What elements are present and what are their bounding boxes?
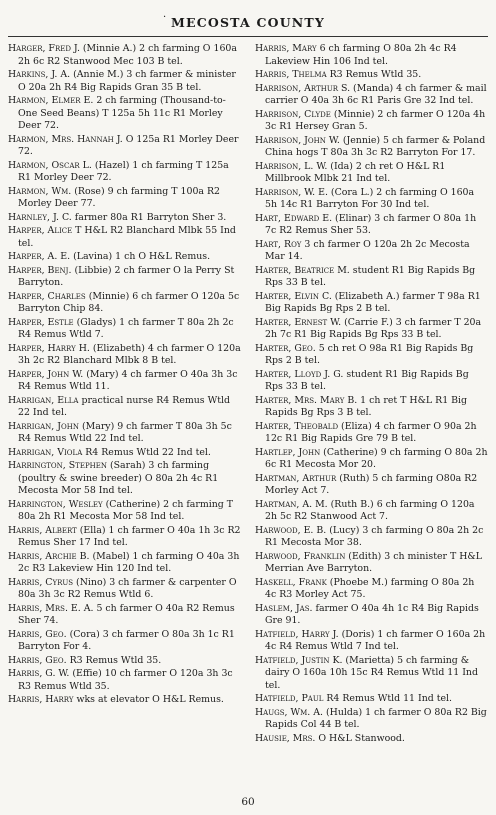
entry-name: Harrigan, John xyxy=(8,420,79,432)
directory-entry xyxy=(8,577,241,602)
entry-name: Hart, Roy xyxy=(255,238,302,250)
entry-name: Harris, G. W. xyxy=(8,668,70,679)
entry-details: (Hulda) 1 ch farmer O 80a R2 Big Rapids Col 44 B tel. xyxy=(265,706,487,730)
directory-entry xyxy=(8,421,241,446)
directory-entry xyxy=(8,447,241,460)
entry-details: (Rose) 9 ch farming T 100a R2 Morley Deer 77. xyxy=(18,185,220,209)
entry-name: Harnley, J. C. xyxy=(8,211,72,223)
directory-entry xyxy=(8,212,241,225)
entry-name: Harrington, Stephen xyxy=(8,460,107,471)
entry-details: (Ruth B.) 6 ch farming O 120a 2h 5c R2 Stanwood Act 7. xyxy=(265,498,475,522)
entry-details: (Libbie) 2 ch farmer O la Perry St Barryton. xyxy=(18,264,235,288)
entry-name: Harrison, Clyde xyxy=(255,108,331,120)
entry-details: R4 Remus Wtld 22 Ind tel. xyxy=(82,446,211,458)
directory-entry xyxy=(255,291,488,316)
entry-details: student R1 Big Rapids Bg Rps 33 B tel. xyxy=(265,264,476,288)
entry-name: Harris, Mrs. E. A. xyxy=(8,602,94,614)
directory-entry xyxy=(8,186,241,211)
entry-name: Harter, Beatrice M. xyxy=(255,264,350,276)
directory-entry xyxy=(255,447,488,472)
entry-details: R4 Remus Wtld 11 Ind tel. xyxy=(323,693,453,704)
entry-details: 2 ch farming (Thousand-to-One Seed Beans) T 125a 5h 11c R1 Morley Deer 72. xyxy=(18,95,226,131)
entry-name: Harter, Geo. xyxy=(255,342,316,354)
entry-details: (Phoebe M.) farming O 80a 2h 4c R3 Morley Act 75. xyxy=(265,576,475,600)
entry-details: (Manda) 4 ch farmer & mail carrier O 40a 3h 6c R1 Paris Gre 32 Ind tel. xyxy=(265,82,487,106)
entry-name: Harris, Geo. xyxy=(8,654,67,666)
entry-name: Harris, Thelma xyxy=(255,69,327,80)
directory-entry xyxy=(8,291,241,316)
directory-entry xyxy=(8,460,241,498)
entry-name: Hatfield, Harry J. xyxy=(255,628,339,640)
entry-name: Harper, Alice T xyxy=(8,225,82,236)
directory-entry xyxy=(8,343,241,368)
entry-name: Harwood, E. B. xyxy=(255,524,327,536)
entry-details: (Cora) 3 ch farmer O 80a 3h 1c R1 Barryton For 4. xyxy=(18,628,235,652)
directory-entry xyxy=(8,134,241,159)
directory-entry xyxy=(255,473,488,498)
entry-name: Harter, Mrs. Mary B. xyxy=(255,394,358,406)
entry-name: Harris, Geo. xyxy=(8,628,67,640)
entry-name: Hatfield, Justin K. xyxy=(255,654,343,666)
directory-entry xyxy=(8,668,241,693)
entry-details: (Eliza) 4 ch farmer O 90a 2h 12c R1 Big Rapids Gre 79 B tel. xyxy=(265,420,477,444)
entry-name: Harter, Ernest W. xyxy=(255,316,342,328)
entry-details: 6 ch farming O 80a 2h 4c R4 Lakeview Hin 106 Ind tel. xyxy=(265,43,457,67)
entry-details: O H&L Stanwood. xyxy=(315,732,405,744)
entry-name: Hartman, A. M. xyxy=(255,498,328,510)
entry-details: (Annie M.) 3 ch farmer & minister O 20a 2h R4 Big Rapids Gran 35 B tel. xyxy=(18,69,236,93)
directory-entry xyxy=(255,69,488,82)
entry-details: (Minnie) 2 ch farmer O 120a 4h 3c R1 Hersey Gran 5. xyxy=(265,108,486,132)
entry-details: (Doris) 1 ch farmer O 160a 2h 4c R4 Remus Wtld 7 Ind tel. xyxy=(265,628,486,652)
directory-entry xyxy=(8,694,241,707)
entry-name: Harper, Estle xyxy=(8,316,74,328)
directory-entry xyxy=(255,239,488,264)
entry-name: Harrison, W. E. xyxy=(255,186,328,198)
entry-details: (Catherine) 9 ch farming O 80a 2h 6c R1 Mecosta Mor 20. xyxy=(265,446,488,470)
entry-details: O 125a R1 Morley Deer 72. xyxy=(18,133,239,157)
entry-details: (Cora L.) 2 ch farming O 160a 5h 14c R1 Barryton For 30 Ind tel. xyxy=(265,186,475,210)
directory-entry xyxy=(255,733,488,746)
page-number: 60 xyxy=(241,796,255,808)
entry-details: (Jennie) 5 ch farmer & Poland China hogs T 80a 3h 3c R2 Barryton For 17. xyxy=(265,134,486,158)
entry-name: Harmon, Mrs. Hannah J. xyxy=(8,133,123,145)
entry-details: (Marietta) 5 ch farming & dairy O 160a 10h 15c R4 Remus Wtld 11 Ind tel. xyxy=(265,654,478,691)
entry-details: wks at elevator O H&L Remus. xyxy=(73,694,224,705)
entry-details: 5 ch farmer O 40a R2 Remus Sher 74. xyxy=(18,602,235,626)
entry-details: (Elizabeth A.) farmer T 98a R1 Big Rapids Bg Rps 2 B tel. xyxy=(265,290,481,314)
entry-name: Harris, Harry xyxy=(8,694,74,705)
directory-entry xyxy=(8,251,241,264)
entry-details: (Minnie) 6 ch farmer O 120a 5c Barryton Chip 84. xyxy=(18,290,240,314)
entry-details: (Lucy) 3 ch farming O 80a 2h 2c R1 Mecosta Mor 38. xyxy=(265,524,484,548)
directory-entry xyxy=(8,317,241,342)
directory-entry xyxy=(255,693,488,706)
entry-details: (Hazel) 1 ch farming T 125a R1 Morley Deer 72. xyxy=(18,159,229,183)
directory-entry xyxy=(8,225,241,250)
directory-entry xyxy=(8,265,241,290)
entry-details: 1 ch ret T H&L R1 Big Rapids Bg Rps 3 B tel. xyxy=(265,394,468,418)
entry-name: Harwood, Franklin xyxy=(255,550,346,562)
entry-name: Harmon, Wm. xyxy=(8,185,72,197)
entry-name: Harper, A. E. xyxy=(8,251,71,262)
header-mark: · xyxy=(163,12,167,23)
entry-details: student R1 Big Rapids Bg Rps 33 B tel. xyxy=(265,368,469,392)
directory-entry xyxy=(255,395,488,420)
directory-entry xyxy=(255,265,488,290)
entry-details: (Gladys) 1 ch farmer T 80a 2h 2c R4 Remus Wtld 7. xyxy=(18,316,234,340)
directory-entry xyxy=(255,551,488,576)
entry-name: Hausie, Mrs. xyxy=(255,732,316,744)
entry-details: (Minnie A.) 2 ch farming O 160a 2h 6c R2 Stanwood Mec 103 B tel. xyxy=(18,43,237,67)
entry-details: practical nurse R4 Remus Wtld 22 Ind tel. xyxy=(18,394,230,418)
entry-details: (Mary) 4 ch farmer O 40a 3h 3c R4 Remus Wtld 11. xyxy=(18,368,238,392)
directory-entry xyxy=(8,629,241,654)
entry-name: Haskell, Frank xyxy=(255,576,327,588)
directory-entry xyxy=(255,499,488,524)
right-column xyxy=(255,43,488,746)
directory-entry xyxy=(8,499,241,524)
entry-name: Harkins, J. A. xyxy=(8,69,71,80)
directory-entry xyxy=(255,213,488,238)
entry-name: Haslem, Jas. xyxy=(255,602,313,614)
directory-entry xyxy=(8,95,241,133)
directory-entry xyxy=(255,135,488,160)
directory-entry xyxy=(8,395,241,420)
entry-name: Harrison, L. W. xyxy=(255,160,328,172)
entry-name: Hart, Edward E. xyxy=(255,212,333,224)
directory-entry xyxy=(255,655,488,693)
entry-details: (Ida) 2 ch ret O H&L R1 Millbrook Mlbk 21 Ind tel. xyxy=(265,160,446,184)
entry-name: Harrington, Wesley xyxy=(8,498,103,510)
directory-entry xyxy=(255,317,488,342)
entry-details: (Nino) 3 ch farmer & carpenter O 80a 3h 3c R2 Remus Wtld 6. xyxy=(18,576,237,600)
entry-details: (Mabel) 1 ch farming O 40a 3h 2c R3 Lakeview Hin 120 Ind tel. xyxy=(18,550,240,574)
entry-name: Harmon, Elmer E. xyxy=(8,95,94,106)
entry-details: (Ruth) 5 ch farming O80a R2 Morley Act 7. xyxy=(265,472,478,496)
entry-details: 5 ch ret O 98a R1 Big Rapids Bg Rps 2 B tel. xyxy=(265,342,474,366)
entry-name: Harmon, Oscar L. xyxy=(8,159,92,171)
directory-entry xyxy=(255,187,488,212)
entry-name: Harris, Albert xyxy=(8,524,77,536)
directory-entry xyxy=(8,603,241,628)
entry-name: Hatfield, Paul xyxy=(255,693,324,704)
directory-entry xyxy=(255,421,488,446)
entry-details: (Mary) 9 ch farmer T 80a 3h 5c R4 Remus Wtld 22 Ind tel. xyxy=(18,420,232,444)
entry-name: Haugs, Wm. A. xyxy=(255,706,323,718)
entry-name: Hartlep, John xyxy=(255,446,321,458)
directory-entry xyxy=(255,603,488,628)
directory-entry xyxy=(255,343,488,368)
directory-entry xyxy=(255,629,488,654)
directory-entry xyxy=(255,525,488,550)
directory-entry xyxy=(255,369,488,394)
entry-details: (Elizabeth) 4 ch farmer O 120a 3h 2c R2 Blanchard Mlbk 8 B tel. xyxy=(18,342,241,366)
directory-entry xyxy=(255,577,488,602)
directory-entry xyxy=(255,707,488,732)
running-header xyxy=(8,8,488,37)
entry-name: Harrison, Arthur S. xyxy=(255,82,351,94)
entry-details: 3 ch farmer O 120a 2h 2c Mecosta Mar 14. xyxy=(265,238,470,262)
entry-details: (Edith) 3 ch minister T H&L Merrian Ave Barryton. xyxy=(265,550,482,574)
entry-name: Hartman, Arthur xyxy=(255,472,337,484)
directory-entry xyxy=(255,43,488,68)
entry-details: (Lavina) 1 ch O H&L Remus. xyxy=(70,251,211,262)
left-column xyxy=(8,43,241,746)
directory-entry xyxy=(8,69,241,94)
entry-name: Harper, Benj. xyxy=(8,264,72,276)
entry-name: Harper, John W. xyxy=(8,368,84,380)
directory-entry xyxy=(8,43,241,68)
directory-entry xyxy=(8,525,241,550)
entry-details: (Effie) 10 ch farmer O 120a 3h 3c R3 Remus Wtld 35. xyxy=(18,668,233,692)
entry-details: H&L R2 Blanchard Mlbk 55 Ind tel. xyxy=(18,225,236,249)
entry-details: R3 Remus Wtld 35. xyxy=(66,654,162,666)
entry-details: (Ella) 1 ch farmer O 40a 1h 3c R2 Remus Sher 17 Ind tel. xyxy=(18,524,241,548)
directory-entry xyxy=(8,551,241,576)
entry-details: R3 Remus Wtld 35. xyxy=(326,69,422,80)
directory-columns xyxy=(8,43,488,746)
entry-name: Harrigan, Ella xyxy=(8,394,79,406)
county-title: MECOSTA COUNTY xyxy=(170,14,326,30)
entry-name: Harter, Lloyd J. G. xyxy=(255,368,344,380)
entry-details: farmer 80a R1 Barryton Sher 3. xyxy=(71,211,227,223)
entry-details: (Carrie F.) 3 ch farmer T 20a 2h 7c R1 Big Rapids Bg Rps 33 B tel. xyxy=(265,316,482,340)
entry-name: Harris, Archie B. xyxy=(8,550,90,562)
entry-name: Harter, Theobald xyxy=(255,420,339,432)
entry-details: (Catherine) 2 ch farming T 80a 2h R1 Mecosta Mor 58 Ind tel. xyxy=(18,498,234,522)
entry-name: Harger, Fred J. xyxy=(8,43,80,54)
directory-entry xyxy=(8,160,241,185)
entry-details: (Elinar) 3 ch farmer O 80a 1h 7c R2 Remus Sher 53. xyxy=(265,212,477,236)
entry-name: Harrison, John W. xyxy=(255,134,340,146)
directory-entry xyxy=(8,369,241,394)
directory-entry xyxy=(255,109,488,134)
directory-entry xyxy=(255,83,488,108)
directory-entry xyxy=(255,161,488,186)
directory-entry xyxy=(8,655,241,668)
entry-name: Harper, Harry H. xyxy=(8,342,90,354)
entry-name: Harris, Cyrus xyxy=(8,576,74,588)
entry-details: (Sarah) 3 ch farming (poultry & swine breeder) O 80a 2h 4c R1 Mecosta Mor 58 Ind tel. xyxy=(18,460,219,496)
entry-name: Harris, Mary xyxy=(255,43,317,54)
entry-name: Harter, Elvin C. xyxy=(255,290,332,302)
entry-name: Harrigan, Viola xyxy=(8,446,83,458)
entry-name: Harper, Charles xyxy=(8,290,86,302)
entry-details: farmer O 40a 4h 1c R4 Big Rapids Gre 91. xyxy=(265,602,479,626)
